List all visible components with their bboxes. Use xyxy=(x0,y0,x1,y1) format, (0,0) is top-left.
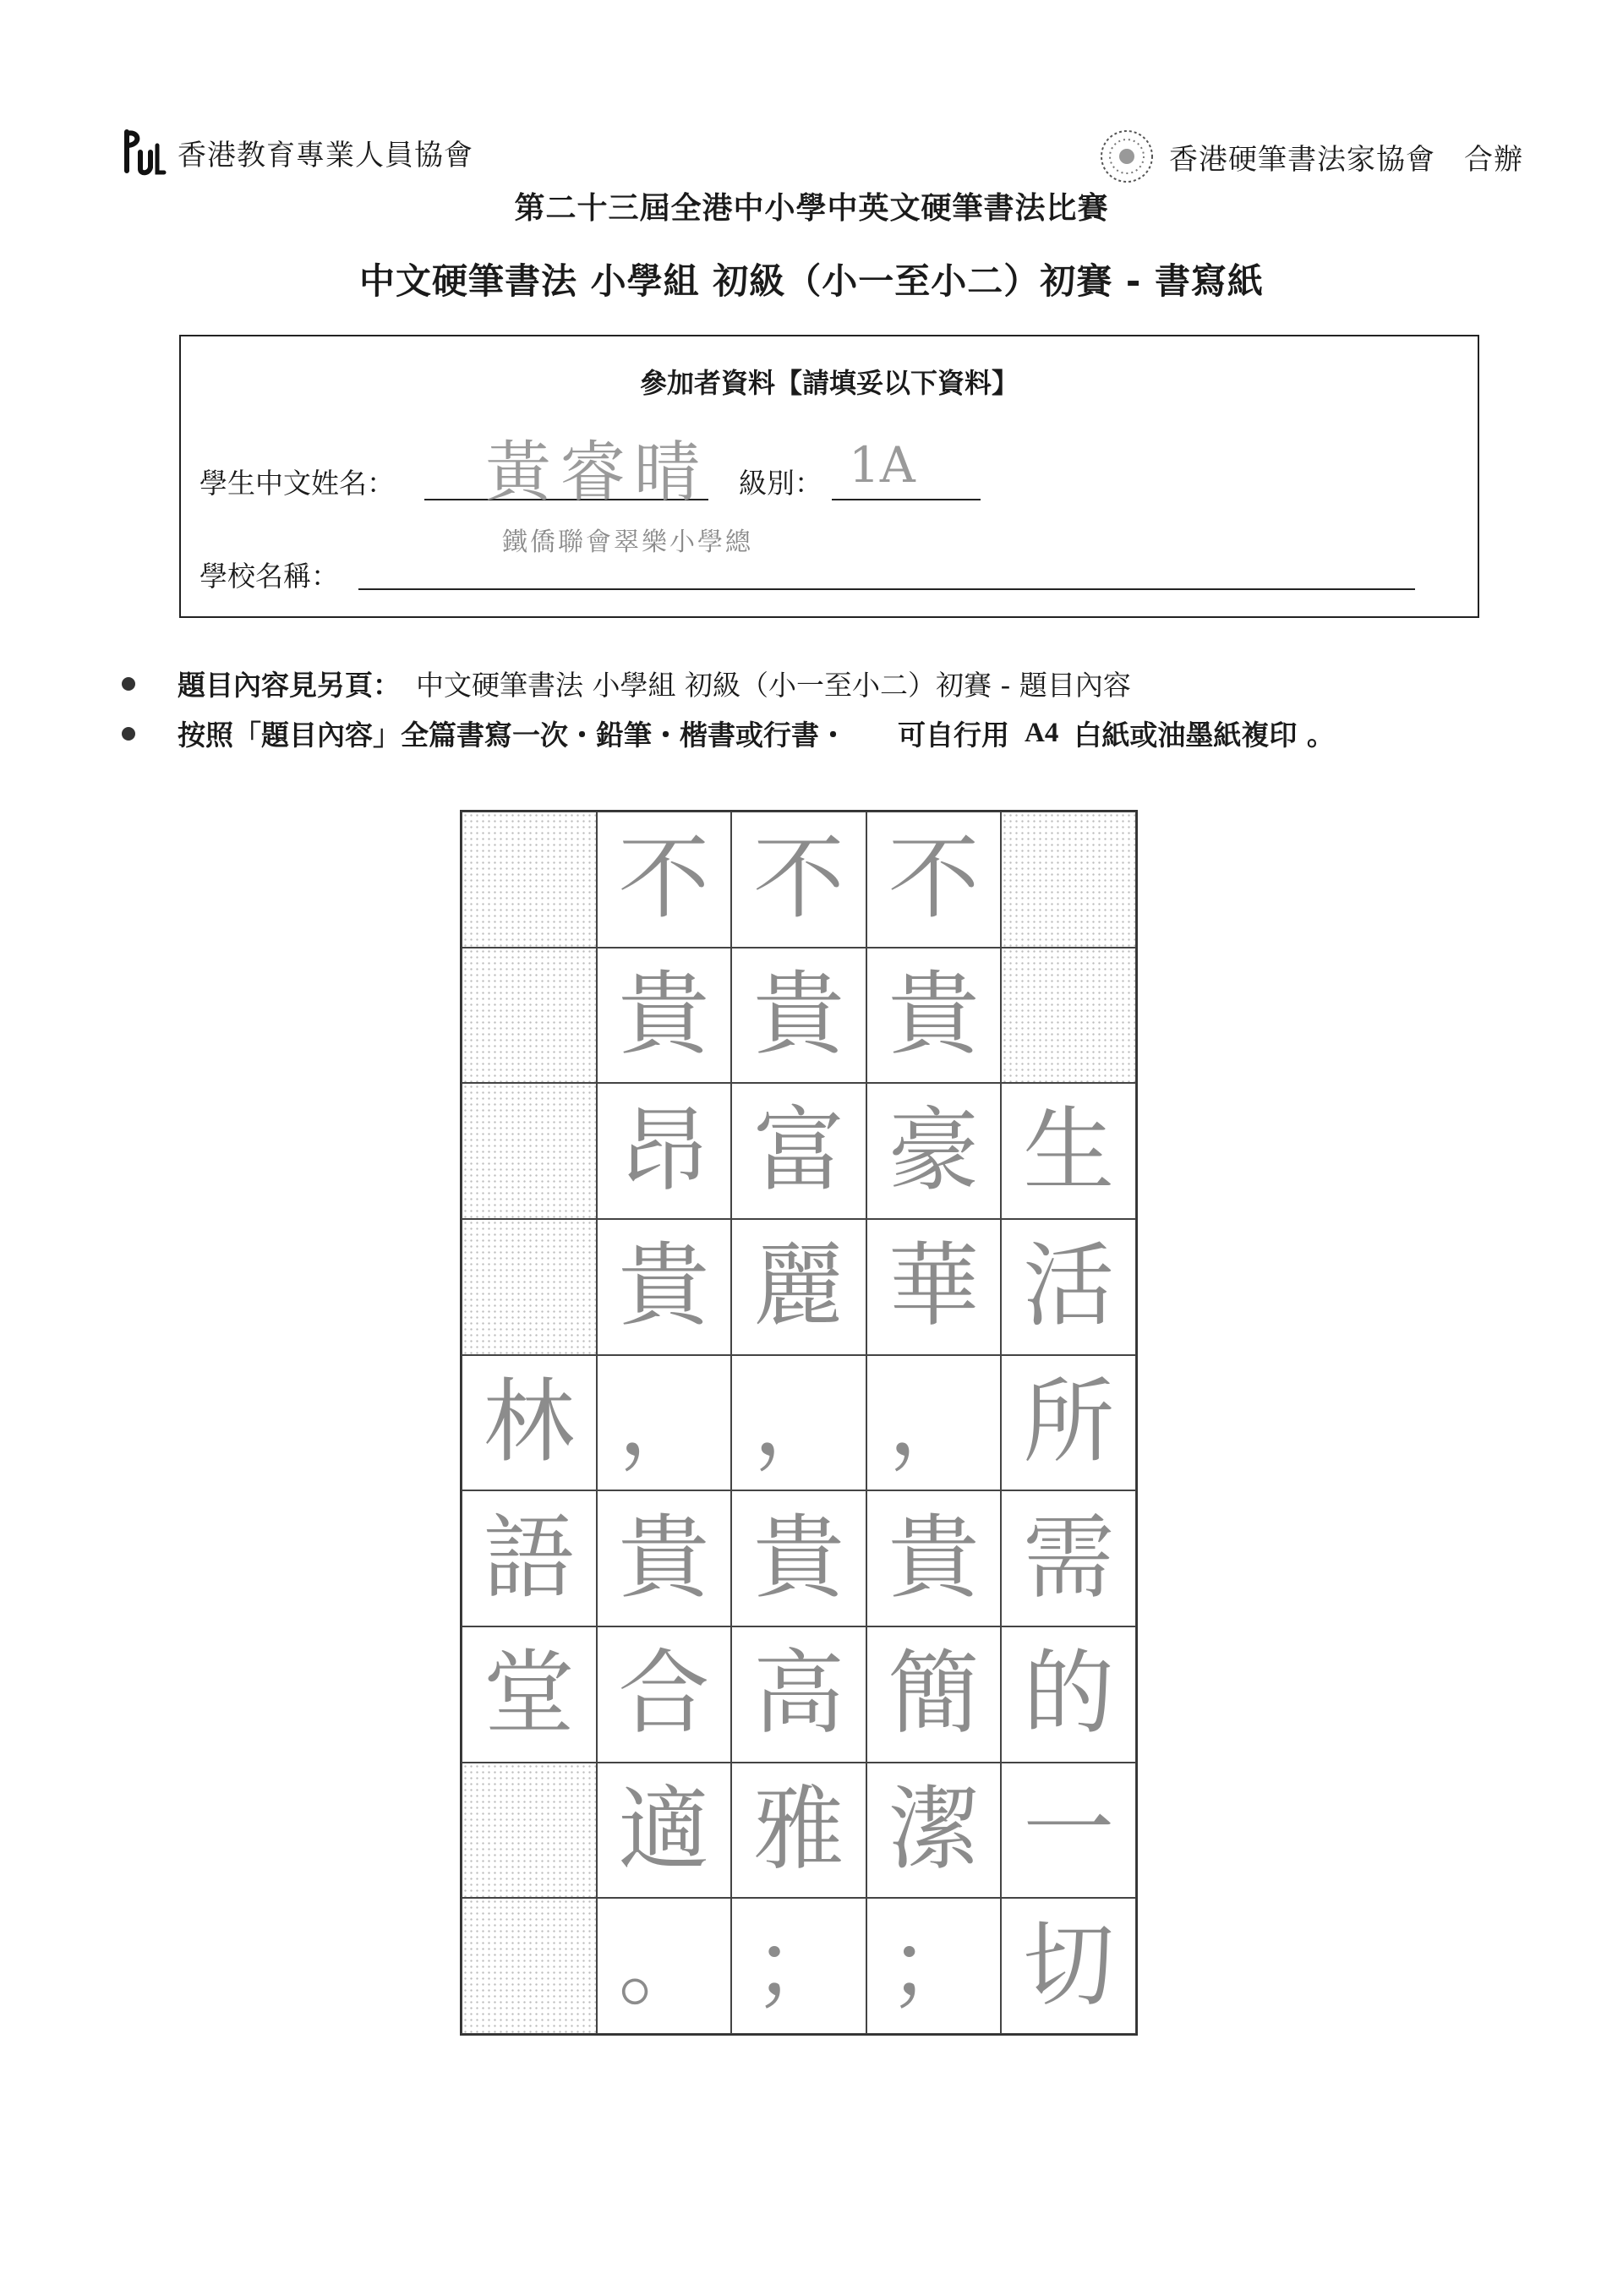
grid-cell[interactable]: 適 xyxy=(597,1763,732,1899)
participant-info-box xyxy=(179,335,1479,618)
grid-cell[interactable]: 貴 xyxy=(866,1490,1002,1626)
grid-cell[interactable]: 貴 xyxy=(866,948,1002,1084)
school-value: 鐵僑聯會翠樂小學總 xyxy=(502,528,753,557)
info-heading: 參加者資料【請填妥以下資料】 xyxy=(639,367,1019,399)
org-left-name: 香港教育專業人員協會 xyxy=(178,138,473,172)
grid-cell[interactable]: 切 xyxy=(1001,1898,1136,2034)
grid-cell[interactable] xyxy=(462,812,597,948)
grid-cell[interactable]: 貴 xyxy=(731,1490,866,1626)
note-topic-label: 題目內容見另頁： xyxy=(178,669,401,702)
class-field[interactable] xyxy=(832,499,981,500)
grid-cell[interactable]: 語 xyxy=(462,1490,597,1626)
grid-cell[interactable]: 生 xyxy=(1001,1083,1136,1219)
grid-cell[interactable]: 貴 xyxy=(597,1490,732,1626)
grid-cell[interactable]: 貴 xyxy=(731,948,866,1084)
association-seal-icon xyxy=(1096,127,1157,186)
grid-cell[interactable]: 富 xyxy=(731,1083,866,1219)
grid-cell[interactable]: 潔 xyxy=(866,1763,1002,1899)
school-field[interactable] xyxy=(358,588,1415,590)
grid-cell[interactable]: 不 xyxy=(597,812,732,948)
grid-cell[interactable]: 合 xyxy=(597,1626,732,1763)
grid-cell[interactable]: 簡 xyxy=(866,1626,1002,1763)
org-right xyxy=(1096,127,1523,186)
grid-cell[interactable]: 。 xyxy=(597,1898,732,2034)
note-instruction-paper: 白紙或油墨紙複印 。 xyxy=(1074,719,1335,752)
writing-grid xyxy=(460,810,1138,2036)
grid-cell[interactable]: 貴 xyxy=(597,948,732,1084)
note-instruction-main: 按照「題目內容」全篇書寫一次・鉛筆・楷書或行書・ xyxy=(178,719,847,752)
name-label: 學生中文姓名： xyxy=(199,467,395,500)
grid-cell[interactable]: 活 xyxy=(1001,1219,1136,1355)
grid-cell[interactable] xyxy=(462,1083,597,1219)
grid-cell[interactable] xyxy=(1001,948,1136,1084)
grid-cell[interactable]: ， xyxy=(866,1355,1002,1491)
class-value: 1A xyxy=(849,436,915,494)
note-paper-size: A4 xyxy=(1025,718,1059,748)
grid-cell[interactable]: ， xyxy=(731,1355,866,1491)
pu-logo-icon xyxy=(115,127,167,178)
note-instruction xyxy=(122,713,1335,753)
grid-cell[interactable]: 高 xyxy=(731,1626,866,1763)
grid-cell[interactable]: 一 xyxy=(1001,1763,1136,1899)
note-topic-text: 中文硬筆書法 小學組 初級（小一至小二）初賽 - 題目內容 xyxy=(416,669,1131,702)
grid-cell[interactable]: 不 xyxy=(731,812,866,948)
grid-cell[interactable]: ， xyxy=(597,1355,732,1491)
school-label: 學校名稱： xyxy=(199,560,339,593)
grid-cell[interactable]: 不 xyxy=(866,812,1002,948)
grid-cell[interactable]: 貴 xyxy=(597,1219,732,1355)
grid-cell[interactable]: 豪 xyxy=(866,1083,1002,1219)
grid-cell[interactable]: 林 xyxy=(462,1355,597,1491)
grid-cell[interactable] xyxy=(462,948,597,1084)
grid-cell[interactable] xyxy=(462,1763,597,1899)
grid-cell[interactable]: 所 xyxy=(1001,1355,1136,1491)
note-instruction-copy: 可自行用 xyxy=(898,719,1009,752)
grid-cell[interactable]: 的 xyxy=(1001,1626,1136,1763)
grid-cell[interactable]: 昂 xyxy=(597,1083,732,1219)
cohost-label: 合辦 xyxy=(1464,142,1523,177)
grid-cell[interactable]: 堂 xyxy=(462,1626,597,1763)
grid-cell[interactable]: ； xyxy=(731,1898,866,2034)
org-left xyxy=(115,127,473,178)
competition-title: 第二十三屆全港中小學中英文硬筆書法比賽 xyxy=(514,191,1109,226)
class-label: 級別： xyxy=(739,467,822,500)
grid-cell[interactable] xyxy=(462,1898,597,2034)
grid-cell[interactable]: ； xyxy=(866,1898,1002,2034)
grid-cell[interactable]: 需 xyxy=(1001,1490,1136,1626)
paper-title: 中文硬筆書法 小學組 初級（小一至小二）初賽 - 書寫紙 xyxy=(359,260,1264,302)
name-value: 黃睿晴 xyxy=(485,435,709,511)
grid-cell[interactable] xyxy=(1001,812,1136,948)
grid-cell[interactable]: 麗 xyxy=(731,1219,866,1355)
org-right-name: 香港硬筆書法家協會 xyxy=(1169,142,1435,177)
grid-cell[interactable] xyxy=(462,1219,597,1355)
grid-cell[interactable]: 華 xyxy=(866,1219,1002,1355)
grid-cell[interactable]: 雅 xyxy=(731,1763,866,1899)
bullet-icon xyxy=(122,677,135,691)
note-topic xyxy=(122,664,1131,703)
bullet-icon xyxy=(122,727,135,741)
